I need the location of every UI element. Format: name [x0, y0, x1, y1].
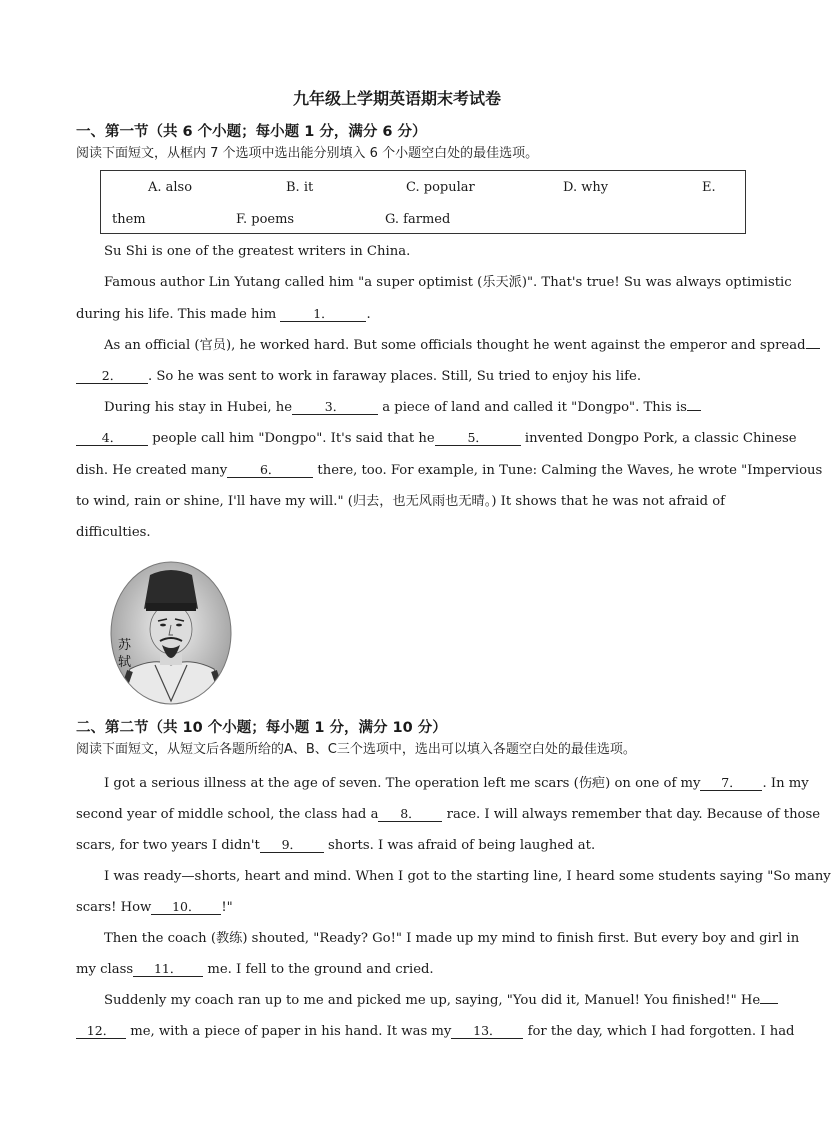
text-segment: !" [221, 900, 233, 915]
blank-7[interactable]: 7． [700, 776, 762, 791]
text-segment: During his stay in Hubei, he [104, 400, 292, 415]
page-title: 九年级上学期英语期末考试卷 [292, 89, 501, 108]
text-segment: . [366, 307, 371, 322]
blank-9[interactable]: 9． [260, 838, 324, 853]
passage2-paragraph1-line3 [76, 838, 595, 854]
text-segment: invented Dongpo Pork, a classic Chinese [524, 431, 797, 446]
passage1-paragraph4-line3 [76, 463, 822, 479]
text-segment: my class [76, 962, 134, 977]
text-segment: for the day, which I had forgotten. I had [527, 1024, 795, 1039]
blank-3[interactable]: 3． [292, 400, 378, 415]
option-f: F. poems [236, 212, 295, 227]
option-a: A. also [148, 180, 193, 195]
passage2-paragraph1-line2 [76, 807, 820, 823]
text-segment: Suddenly my coach ran up to me and picked me up, saying, "You did it, Manuel! You finished!" He [104, 993, 761, 1008]
text-segment: As an official (官员), he worked hard. But some officials thought he went against the emperor and spread [104, 338, 806, 353]
blank-4[interactable]: 4． [76, 431, 148, 446]
portrait-caption-char1: 苏 [118, 638, 132, 653]
text-segment: me, with a piece of paper in his hand. It was my [130, 1024, 452, 1039]
passage1-paragraph4-line1 [104, 400, 701, 416]
section1-instruction: 阅读下面短文，从框内 7 个选项中选出能分别填入 6 个小题空白处的最佳选项。 [76, 146, 539, 161]
blank-underline [806, 348, 820, 349]
passage1-paragraph2-line1: Famous author Lin Yutang called him "a super optimist (乐天派)". That's true! Su was always optimistic [104, 275, 792, 290]
text-segment: me. I fell to the ground and cried. [207, 962, 434, 977]
passage2-paragraph2-line2 [76, 900, 233, 916]
options-box [100, 170, 746, 234]
option-e: E. [702, 180, 716, 195]
portrait-caption-char2: 轼 [118, 655, 132, 670]
text-segment: I got a serious illness at the age of seven. The operation left me scars (伤疤) on one of my [104, 776, 701, 791]
text-segment: there, too. For example, in Tune: Calming the Waves, he wrote "Impervious [317, 463, 823, 478]
text-segment: scars, for two years I didn't [76, 838, 260, 853]
text-segment: scars! How [76, 900, 152, 915]
blank-underline [760, 1003, 778, 1004]
passage1-paragraph2-line2 [76, 307, 371, 323]
blank-2[interactable]: 2． [76, 369, 148, 384]
passage1-paragraph4-line2 [76, 431, 797, 447]
option-g: G. farmed [385, 212, 451, 227]
passage1-paragraph1: Su Shi is one of the greatest writers in China. [104, 244, 411, 259]
passage1-paragraph3-line1 [104, 338, 820, 354]
blank-10[interactable]: 10． [151, 900, 221, 915]
blank-13[interactable]: 13． [451, 1024, 523, 1039]
blank-11[interactable]: 11． [133, 962, 203, 977]
option-d: D. why [563, 180, 609, 195]
text-segment: a piece of land and called it "Dongpo". This is [382, 400, 687, 415]
passage2-paragraph1-line1 [104, 776, 809, 792]
blank-5[interactable]: 5． [435, 431, 521, 446]
blank-8[interactable]: 8． [378, 807, 442, 822]
passage1-paragraph4-line5: difficulties. [76, 525, 151, 540]
text-segment: shorts. I was afraid of being laughed at. [328, 838, 596, 853]
blank-underline [687, 410, 701, 411]
passage2-paragraph4-line1 [104, 993, 778, 1009]
passage2-paragraph4-line2 [76, 1024, 795, 1040]
su-shi-portrait-image [110, 561, 232, 706]
text-segment: . So he was sent to work in faraway places. Still, Su tried to enjoy his life. [148, 369, 642, 384]
blank-12[interactable]: 12． [76, 1024, 126, 1039]
option-b: B. it [286, 180, 314, 195]
option-c: C. popular [406, 180, 475, 195]
section1-heading: 一、第一节（共 6 个小题；每小题 1 分，满分 6 分） [76, 124, 427, 140]
text-segment: . In my [762, 776, 809, 791]
passage2-paragraph3-line2 [76, 962, 434, 978]
passage2-paragraph2-line1: I was ready—shorts, heart and mind. When I got to the starting line, I heard some students saying "So many [104, 869, 831, 884]
text-segment: dish. He created many [76, 463, 228, 478]
passage2-paragraph3-line1: Then the coach (教练) shouted, "Ready? Go!" I made up my mind to finish first. But every boy and girl in [104, 931, 800, 946]
text-segment: during his life. This made him [76, 307, 277, 322]
section2-heading: 二、第二节（共 10 个小题；每小题 1 分，满分 10 分） [76, 720, 447, 736]
option-e-word: them [112, 212, 146, 227]
passage1-paragraph3-line2 [76, 369, 641, 385]
text-segment: race. I will always remember that day. Because of those [446, 807, 821, 822]
text-segment: people call him "Dongpo". It's said that he [152, 431, 435, 446]
section2-instruction: 阅读下面短文，从短文后各题所给的A、B、C三个选项中，选出可以填入各题空白处的最佳选项。 [76, 742, 636, 757]
passage1-paragraph4-line4: to wind, rain or shine, I'll have my will." (归去，也无风雨也无晴。) It shows that he was not afraid of [76, 494, 726, 509]
blank-6[interactable]: 6． [227, 463, 313, 478]
text-segment: second year of middle school, the class had a [76, 807, 379, 822]
blank-1[interactable]: 1． [280, 307, 366, 322]
